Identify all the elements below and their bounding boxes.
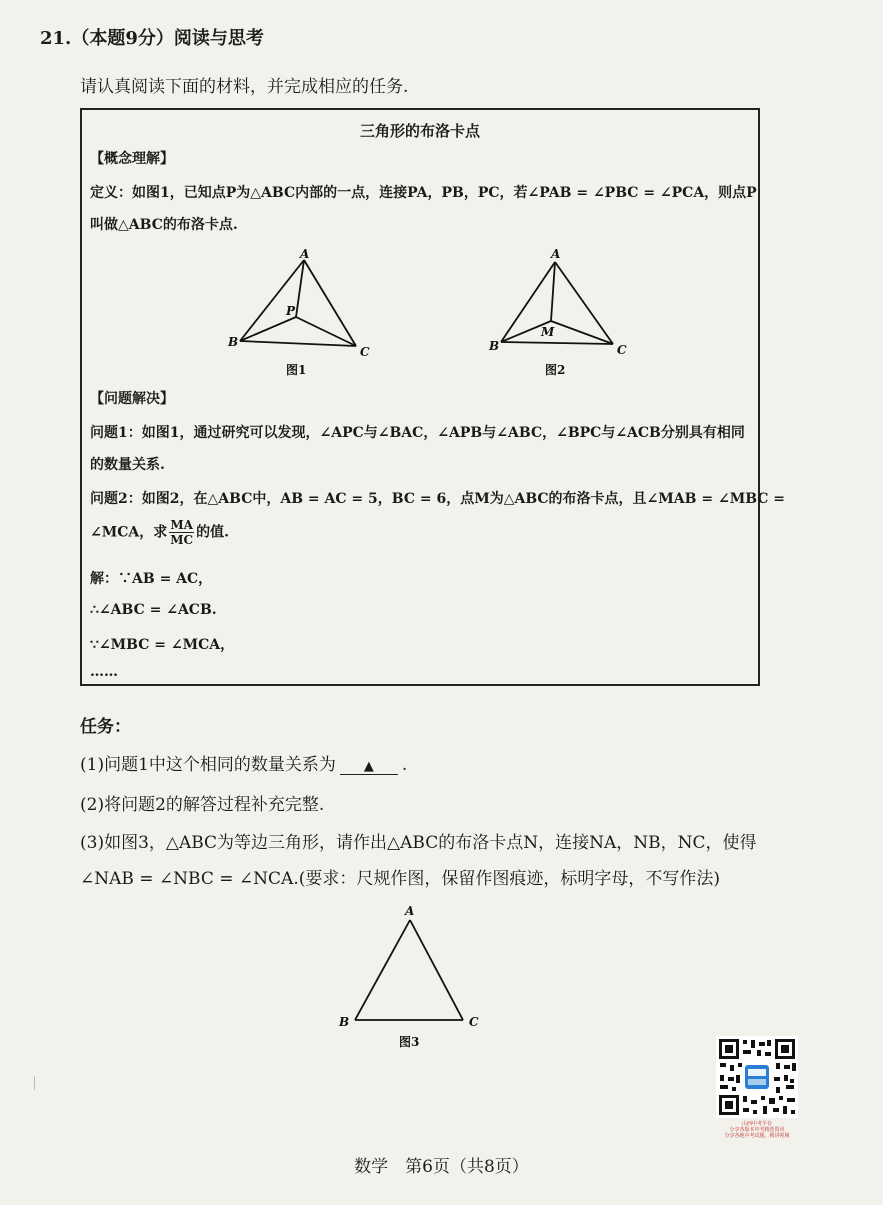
question-heading: 21.（本题9分）阅读与思考 [40, 28, 264, 49]
fraction-numerator: MA [170, 518, 193, 532]
fig2-label-m: M [541, 325, 555, 339]
task-2: (2)将问题2的解答过程补充完整. [80, 795, 325, 815]
fig1-label-b: B [228, 335, 239, 349]
fig1-side-bc [240, 341, 356, 346]
figure-3 [335, 900, 495, 1060]
figure-1 [222, 246, 392, 378]
figure-2-lines [501, 262, 613, 344]
figure-3-lines [355, 920, 463, 1020]
problem2-line-2 [90, 518, 229, 547]
fig3-side-ab [355, 920, 410, 1020]
question-instruction: 请认真阅读下面的材料，并完成相应的任务. [80, 77, 409, 97]
margin-mark [34, 1076, 35, 1090]
fig2-segment-ma [551, 262, 555, 321]
fig1-caption: 图1 [286, 363, 307, 377]
fig2-label-c: C [617, 343, 627, 357]
problem1-line-2: 的数量关系. [90, 457, 165, 473]
figure-2 [467, 246, 637, 378]
page-footer: 数学 第6页（共8页） [354, 1157, 529, 1177]
figure-1-lines [240, 260, 356, 346]
problem2-line-2-suffix: 的值. [196, 524, 229, 541]
ratio-fraction [169, 518, 194, 547]
qr-caption-line-2: 分享各版本中考精选资讯 [729, 1127, 785, 1133]
tasks-header: 任务： [80, 717, 131, 737]
fig1-side-ab [240, 260, 304, 341]
fig2-side-bc [501, 342, 613, 344]
problem2-line-1: 问题2：如图2，在△ABC中，AB = AC = 5，BC = 6，点M为△ABC的布洛卡点，且∠MAB = ∠MBC = [90, 491, 786, 507]
fig3-label-b: B [339, 1015, 350, 1029]
solution-line-4: …… [90, 664, 118, 680]
qr-code [716, 1036, 798, 1118]
problem1-line-1: 问题1：如图1，通过研究可以发现，∠APC与∠BAC，∠APB与∠ABC，∠BPC与∠ACB分别具有相同 [90, 425, 745, 441]
definition-line-2: 叫做△ABC的布洛卡点. [90, 217, 238, 233]
definition-line-1: 定义：如图1，已知点P为△ABC内部的一点，连接PA，PB，PC，若∠PAB = ∠PBC = ∠PCA，则点P [90, 185, 757, 201]
fig3-label-c: C [469, 1015, 479, 1029]
solution-line-1: 解：∵AB = AC， [90, 571, 213, 587]
fig3-side-ac [410, 920, 463, 1020]
qr-caption-line-3: 分享各地中考试题、精讲视频 [724, 1133, 790, 1139]
fraction-denominator: MC [170, 533, 194, 547]
qr-caption [716, 1121, 798, 1139]
task-3-line-1: (3)如图3，△ABC为等边三角形，请作出△ABC的布洛卡点N，连接NA，NB，NC，使得 [80, 833, 757, 853]
fig2-label-b: B [489, 339, 500, 353]
solution-line-2: ∴∠ABC = ∠ACB. [90, 602, 217, 618]
material-title: 三角形的布洛卡点 [359, 122, 480, 140]
fig3-caption: 图3 [399, 1035, 420, 1049]
fig1-label-a: A [300, 247, 310, 261]
qr-caption-line-1: 山西中考平台 [741, 1121, 772, 1127]
fig2-caption: 图2 [545, 363, 566, 377]
answer-blank: ▲ [340, 759, 398, 775]
task-3-line-2: ∠NAB = ∠NBC = ∠NCA.(要求：尺规作图，保留作图痕迹，标明字母，不写作法) [80, 869, 720, 889]
task-1 [80, 750, 407, 775]
fig2-label-a: A [551, 247, 561, 261]
fig2-segment-mc [551, 321, 613, 344]
solution-line-3: ∵∠MBC = ∠MCA， [90, 637, 235, 653]
material-box [80, 108, 786, 686]
task-1-suffix: . [401, 755, 408, 775]
fig1-label-p: P [286, 304, 296, 318]
fig2-side-ac [555, 262, 613, 344]
concept-header: 【概念理解】 [90, 151, 174, 167]
problem-header: 【问题解决】 [90, 391, 174, 407]
fig3-label-a: A [405, 904, 415, 918]
fig1-label-c: C [360, 345, 370, 359]
task-1-prefix: (1)问题1中这个相同的数量关系为 [80, 755, 336, 775]
problem2-line-2-prefix: ∠MCA，求 [90, 524, 168, 541]
